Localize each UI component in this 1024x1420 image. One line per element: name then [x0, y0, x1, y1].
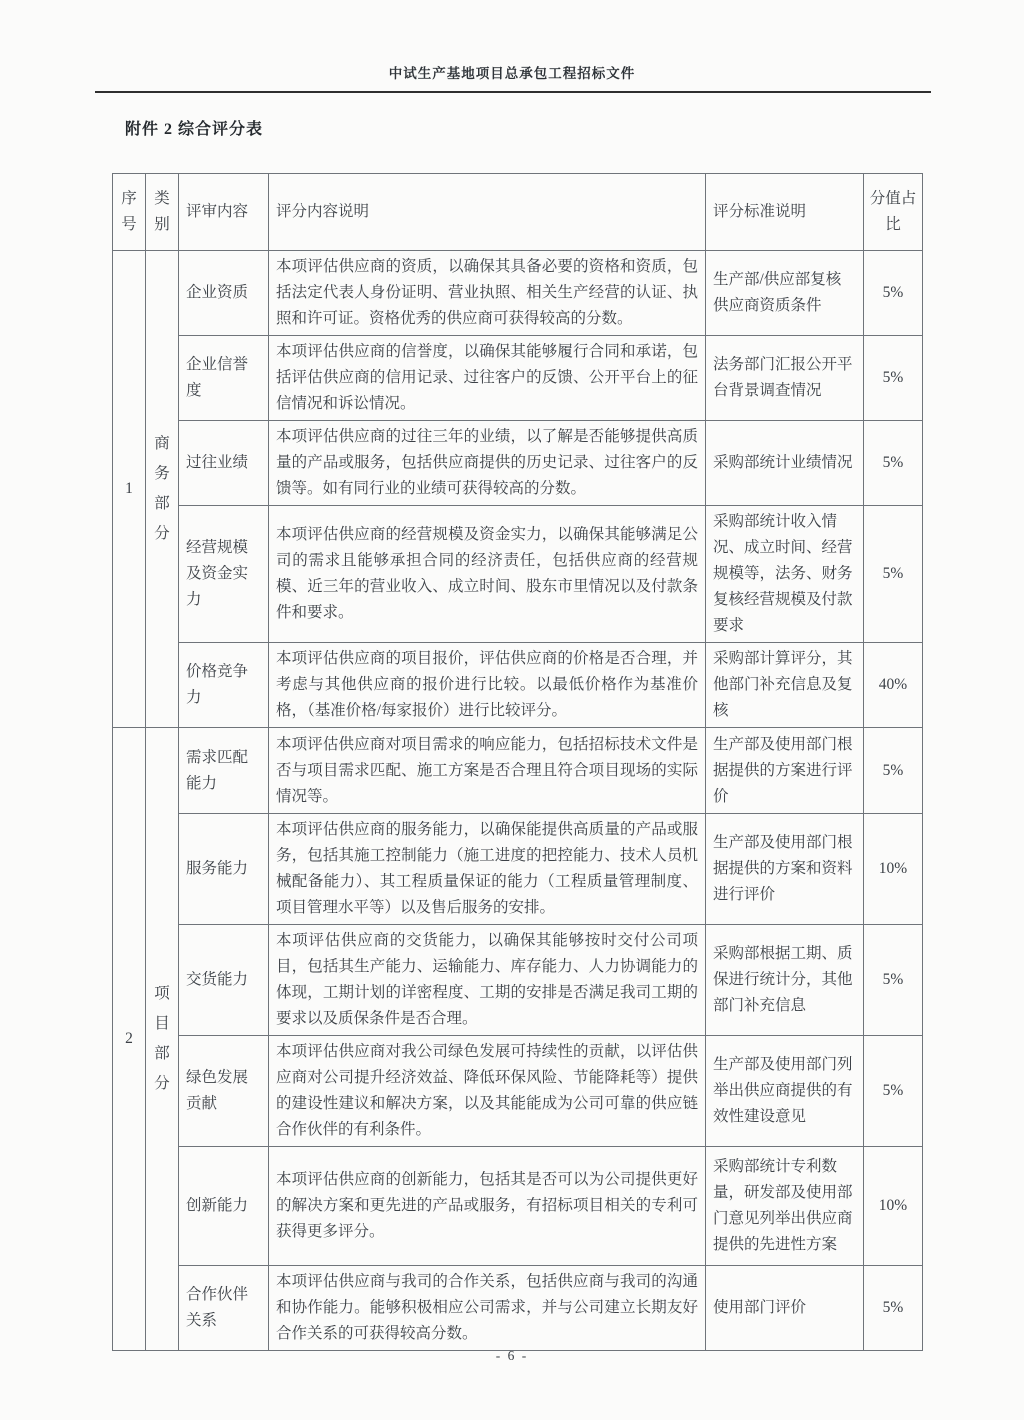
- category-cell: 项目部分: [146, 728, 179, 1351]
- content-desc-cell: 本项评估供应商的项目报价，评估供应商的价格是否合理，并考虑与其他供应商的报价进行比较。以最低价格作为基准价格，（基准价格/每家报价）进行比较评分。: [269, 643, 706, 728]
- review-item-cell: 价格竞争力: [179, 643, 269, 728]
- content-desc-cell: 本项评估供应商对项目需求的响应能力，包括招标技术文件是否与项目需求匹配、施工方案是否合理且符合项目现场的实际情况等。: [269, 728, 706, 814]
- column-header-content-desc: 评分内容说明: [269, 174, 706, 251]
- content-desc-cell: 本项评估供应商的创新能力，包括其是否可以为公司提供更好的解决方案和更先进的产品或服务，有招标项目相关的专利可获得更多评分。: [269, 1147, 706, 1266]
- review-item-cell: 交货能力: [179, 925, 269, 1036]
- weight-cell: 5%: [864, 1036, 923, 1147]
- standard-desc-cell: 采购部统计业绩情况: [706, 421, 864, 506]
- document-page: [0, 62, 1024, 1420]
- category-cell: 商务部分: [146, 251, 179, 728]
- weight-cell: 5%: [864, 1266, 923, 1351]
- serial-cell: 2: [113, 728, 146, 1351]
- standard-desc-cell: 生产部及使用部门根据提供的方案和资料进行评价: [706, 814, 864, 925]
- review-item-cell: 服务能力: [179, 814, 269, 925]
- column-header-serial: 序号: [113, 174, 146, 251]
- table-row: [113, 1036, 923, 1147]
- table-header-row: [113, 174, 923, 251]
- table-row: [113, 1147, 923, 1266]
- content-desc-cell: 本项评估供应商的服务能力，以确保能提供高质量的产品或服务，包括其施工控制能力（施工进度的把控能力、技术人员机械配备能力）、其工程质量保证的能力（工程质量管理制度、项目管理水平等）以及售后服务的安排。: [269, 814, 706, 925]
- content-desc-cell: 本项评估供应商对我公司绿色发展可持续性的贡献，以评估供应商对公司提升经济效益、降低环保风险、节能降耗等）提供的建设性建议和解决方案，以及其能能成为公司可靠的供应链合作伙伴的有利条件。: [269, 1036, 706, 1147]
- content-desc-cell: 本项评估供应商的信誉度，以确保其能够履行合同和承诺，包括评估供应商的信用记录、过往客户的反馈、公开平台上的征信情况和诉讼情况。: [269, 336, 706, 421]
- content-desc-cell: 本项评估供应商的过往三年的业绩，以了解是否能够提供高质量的产品或服务，包括供应商提供的历史记录、过往客户的反馈等。如有同行业的业绩可获得较高的分数。: [269, 421, 706, 506]
- weight-cell: 5%: [864, 421, 923, 506]
- page-footer: [0, 1348, 1024, 1364]
- table-row: [113, 814, 923, 925]
- standard-desc-cell: 采购部计算评分，其他部门补充信息及复核: [706, 643, 864, 728]
- standard-desc-cell: 采购部统计收入情况、成立时间、经营规模等，法务、财务复核经营规模及付款要求: [706, 506, 864, 643]
- scoring-table-head: [113, 174, 923, 251]
- page-number: - 6 -: [495, 1348, 529, 1363]
- standard-desc-cell: 生产部及使用部门根据提供的方案进行评价: [706, 728, 864, 814]
- table-row: [113, 728, 923, 814]
- review-item-cell: 企业信誉度: [179, 336, 269, 421]
- review-item-cell: 经营规模及资金实力: [179, 506, 269, 643]
- weight-cell: 5%: [864, 506, 923, 643]
- standard-desc-cell: 生产部/供应部复核供应商资质条件: [706, 251, 864, 336]
- standard-desc-cell: 采购部根据工期、质保进行统计分，其他部门补充信息: [706, 925, 864, 1036]
- weight-cell: 5%: [864, 925, 923, 1036]
- table-row: [113, 925, 923, 1036]
- review-item-cell: 创新能力: [179, 1147, 269, 1266]
- weight-cell: 5%: [864, 728, 923, 814]
- content-desc-cell: 本项评估供应商与我司的合作关系，包括供应商与我司的沟通和协作能力。能够积极相应公司需求，并与公司建立长期友好合作关系的可获得较高分数。: [269, 1266, 706, 1351]
- scoring-table-body: [113, 251, 923, 1351]
- content-desc-cell: 本项评估供应商的交货能力，以确保其能够按时交付公司项目，包括其生产能力、运输能力、库存能力、人力协调能力的体现，工期计划的详密程度、工期的安排是否满足我司工期的要求以及质保条件是否合理。: [269, 925, 706, 1036]
- table-row: [113, 1266, 923, 1351]
- weight-cell: 10%: [864, 814, 923, 925]
- column-header-category: 类别: [146, 174, 179, 251]
- review-item-cell: 过往业绩: [179, 421, 269, 506]
- standard-desc-cell: 使用部门评价: [706, 1266, 864, 1351]
- standard-desc-cell: 法务部门汇报公开平台背景调查情况: [706, 336, 864, 421]
- standard-desc-cell: 生产部及使用部门列举出供应商提供的有效性建设意见: [706, 1036, 864, 1147]
- review-item-cell: 绿色发展贡献: [179, 1036, 269, 1147]
- review-item-cell: 需求匹配能力: [179, 728, 269, 814]
- serial-cell: 1: [113, 251, 146, 728]
- column-header-review-item: 评审内容: [179, 174, 269, 251]
- weight-cell: 10%: [864, 1147, 923, 1266]
- weight-cell: 5%: [864, 251, 923, 336]
- table-row: [113, 643, 923, 728]
- attachment-title: 附件 2 综合评分表: [125, 121, 264, 138]
- header-rule: [95, 91, 931, 93]
- content-desc-cell: 本项评估供应商的资质，以确保其具备必要的资格和资质，包括法定代表人身份证明、营业执照、相关生产经营的认证、执照和许可证。资格优秀的供应商可获得较高的分数。: [269, 251, 706, 336]
- weight-cell: 40%: [864, 643, 923, 728]
- page-header-title: 中试生产基地项目总承包工程招标文件: [388, 66, 636, 81]
- table-row: [113, 506, 923, 643]
- column-header-weight: 分值占比: [864, 174, 923, 251]
- table-row: [113, 421, 923, 506]
- document-header: [0, 62, 1024, 93]
- scoring-table: [112, 173, 923, 1351]
- review-item-cell: 企业资质: [179, 251, 269, 336]
- content-desc-cell: 本项评估供应商的经营规模及资金实力，以确保其能够满足公司的需求且能够承担合同的经济责任，包括供应商的经营规模、近三年的营业收入、成立时间、股东市里情况以及付款条件和要求。: [269, 506, 706, 643]
- column-header-standard-desc: 评分标准说明: [706, 174, 864, 251]
- table-row: [113, 251, 923, 336]
- weight-cell: 5%: [864, 336, 923, 421]
- standard-desc-cell: 采购部统计专利数量，研发部及使用部门意见列举出供应商提供的先进性方案: [706, 1147, 864, 1266]
- review-item-cell: 合作伙伴关系: [179, 1266, 269, 1351]
- table-row: [113, 336, 923, 421]
